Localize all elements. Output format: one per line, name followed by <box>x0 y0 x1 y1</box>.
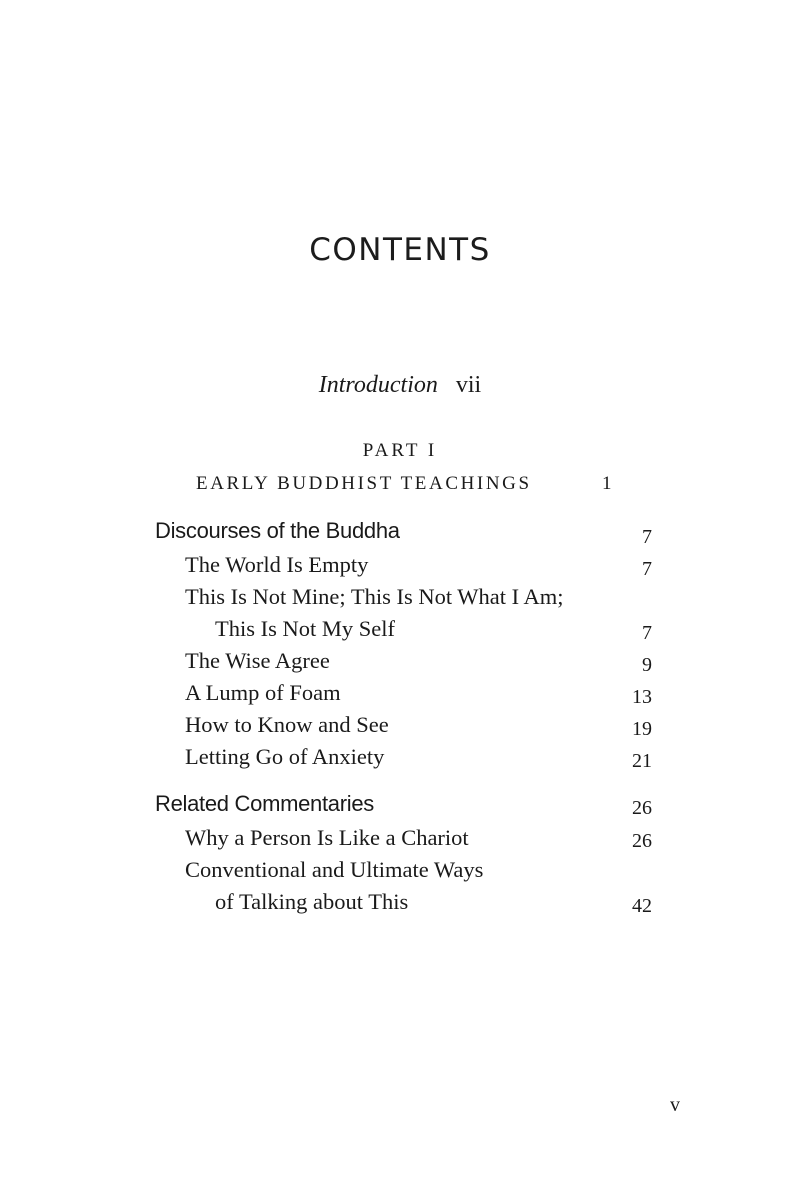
toc-entry-title[interactable]: The World Is Empty <box>185 552 369 577</box>
toc-entry-title[interactable]: Conventional and Ultimate Ways <box>185 857 484 882</box>
toc-entry-title[interactable]: The Wise Agree <box>185 648 330 673</box>
section-title[interactable]: Discourses of the Buddha <box>155 518 400 543</box>
part-page-number: 1 <box>602 473 612 494</box>
folio-page-number: v <box>670 1094 680 1116</box>
entry-page-number: vii <box>455 372 482 398</box>
toc-entry-title[interactable]: How to Know and See <box>185 712 389 737</box>
section-page-number: 26 <box>632 797 652 819</box>
page-title: CONTENTS <box>309 232 491 268</box>
toc-entry-page-number: 19 <box>632 718 652 740</box>
toc-entry-title-continuation[interactable]: This Is Not My Self <box>215 616 395 641</box>
toc-entry-title[interactable]: Letting Go of Anxiety <box>185 744 385 769</box>
toc-entry-page-number: 7 <box>642 622 652 644</box>
toc-entry-page-number: 26 <box>632 830 652 852</box>
part-title[interactable]: EARLY BUDDHIST TEACHINGS <box>196 473 532 494</box>
toc-entry-page-number: 21 <box>632 750 652 772</box>
section-page-number: 7 <box>642 526 652 548</box>
toc-entry-page-number: 9 <box>642 654 652 676</box>
entry-title: Introduction <box>318 372 438 398</box>
toc-entry-introduction[interactable] <box>0 372 800 399</box>
toc-entry-page-number: 7 <box>642 558 652 580</box>
toc-entry-title[interactable]: A Lump of Foam <box>185 680 341 705</box>
toc-entry-title[interactable]: Why a Person Is Like a Chariot <box>185 825 469 850</box>
toc-entry-page-number: 42 <box>632 895 652 917</box>
part-label: PART I <box>362 440 438 461</box>
toc-entry-title-continuation[interactable]: of Talking about This <box>215 889 409 914</box>
toc-entry-page-number: 13 <box>632 686 652 708</box>
section-title[interactable]: Related Commentaries <box>155 791 374 816</box>
toc-entry-title[interactable]: This Is Not Mine; This Is Not What I Am; <box>185 584 564 609</box>
